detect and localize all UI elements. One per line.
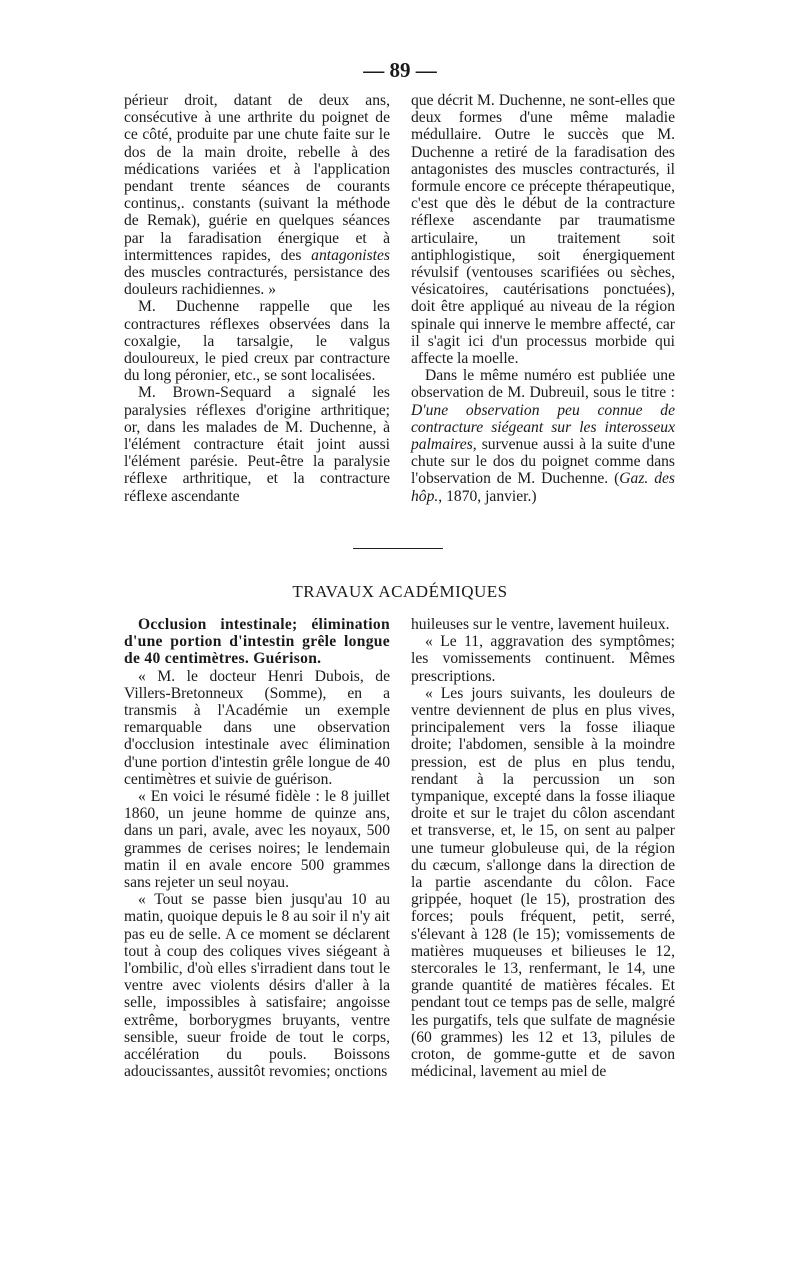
paragraph (411, 367, 675, 505)
text: Dans le même numéro est publiée une observation de M. Dubreuil, sous le titre : (411, 367, 675, 402)
italic-term: antagonistes (311, 246, 390, 264)
text: des muscles contracturés, persistance des douleurs rachidiennes. » (124, 264, 390, 299)
text: survenue aussi à la suite d'une chute sur le dos du poignet comme dans l'observation de M. Duchenne. ( (411, 436, 675, 488)
text: , 1870, janvier.) (438, 487, 537, 505)
text: périeur droit, datant de deux ans, consécutive à une arthrite du poignet de ce côté, produite par une chute faite sur le dos de la main droite, rebelle à des médications variées et à l'application pendant trente séances de courants continus,. constants (suivant la méthode de Remak), guérie en quelques séances par la faradisation énergique et à intermittences rapides, des (124, 92, 390, 264)
section-title: TRAVAUX ACADÉMIQUES (292, 582, 508, 601)
paragraph (124, 92, 390, 298)
page-number: — 89 — (363, 58, 437, 82)
bottom-right-column (411, 616, 675, 1080)
paragraph: que décrit M. Duchenne, ne sont-elles que deux formes d'une même maladie médullaire. Outre le succès que M. Duchenne a retiré de la faradisation des antagonistes des muscles contracturés, il formule encore ce précepte thérapeutique, c'est que dès le début de la contracture réflexe ascendante par traumatisme articulaire, un traitement soit antiphlogistique, soit énergiquement révulsif (ventouses scarifiées ou sèches, vésicatoires, cautérisations ponctuées), doit être appliqué au niveau de la région spinale qui innerve le membre affecté, car il s'agit ici d'un processus morbide qui affecte la moelle. (411, 92, 675, 368)
section-divider (353, 548, 443, 549)
italic-title: D'une observation peu connue de contracture siégeant sur les interosseux palmaires, (411, 401, 675, 454)
paragraph: M. Duchenne rappelle que les contractures réflexes observées dans la coxalgie, la tarsalgie, le valgus douloureux, le pied creux par contracture du long péronier, etc., se sont localisées. (124, 298, 390, 385)
bottom-left-column (124, 616, 390, 1080)
article-headline: Occlusion intestinale; élimination d'une portion d'intestin grêle longue de 40 centimètres. Guérison. (124, 616, 390, 668)
paragraph: huileuses sur le ventre, lavement huileux. (411, 616, 670, 633)
paragraph: « Le 11, aggravation des symptômes; les vomissements continuent. Mêmes prescriptions. (411, 633, 675, 685)
italic-citation: Gaz. des hôp. (411, 470, 675, 505)
paragraph: M. Brown-Sequard a signalé les paralysies réflexes d'origine arthritique; or, dans les malades de M. Duchenne, à l'élément contracture était joint aussi l'élément parésie. Peut-être la paralysie réflexe arthritique, et la contracture réflexe ascendante (124, 384, 390, 505)
top-left-column (124, 92, 390, 505)
paragraph: « M. le docteur Henri Dubois, de Villers-Bretonneux (Somme), en a transmis à l'Académie un exemple remarquable dans une observation d'occlusion intestinale avec élimination d'une portion d'intestin grêle longue de 40 centimètres et suivie de guérison. (124, 667, 390, 788)
paragraph: « En voici le résumé fidèle : le 8 juillet 1860, un jeune homme de quinze ans, dans un pari, avale, avec les noyaux, 500 grammes de cerises noires; le lendemain matin il en avale encore 500 grammes sans rejeter un seul noyau. (124, 788, 390, 892)
paragraph: « Tout se passe bien jusqu'au 10 au matin, quoique depuis le 8 au soir il n'y ait pas eu de selle. A ce moment se déclarent tout à coup des coliques vives siégeant à l'ombilic, d'où elles s'irradient dans tout le ventre avec violents désirs d'aller à la selle, impossibles à satisfaire; angoisse extrême, borborygmes bruyants, ventre sensible, sueur froide de tout le corps, accélération du pouls. Boissons adoucissantes, aussitôt revomies; onctions (124, 891, 390, 1081)
paragraph: « Les jours suivants, les douleurs de ventre deviennent de plus en plus vives, principalement vers la fosse iliaque droite; l'abdomen, sensible à la moindre pression, est de plus en plus tendu, rendant à la percussion un son tympanique, excepté dans la fosse iliaque droite et sur le trajet du côlon ascendant et transverse, et, le 15, on sent au palper une tumeur globuleuse qui, de la région du cæcum, s'allonge dans la direction de la partie ascendante du côlon. Face grippée, hoquet (le 15), prostration des forces; pouls fréquent, petit, serré, s'élevant à 128 (le 15); vomissements de matières muqueuses et bilieuses le 12, stercorales le 13, renfermant, le 14, une grande quantité de matières fécales. Et pendant tout ce temps pas de selle, malgré les purgatifs, tels que sulfate de magnésie (60 grammes) les 12 et 13, pilules de croton, de gomme-gutte et de savon médicinal, lavement au miel de (411, 684, 675, 1081)
top-right-column (411, 92, 675, 505)
